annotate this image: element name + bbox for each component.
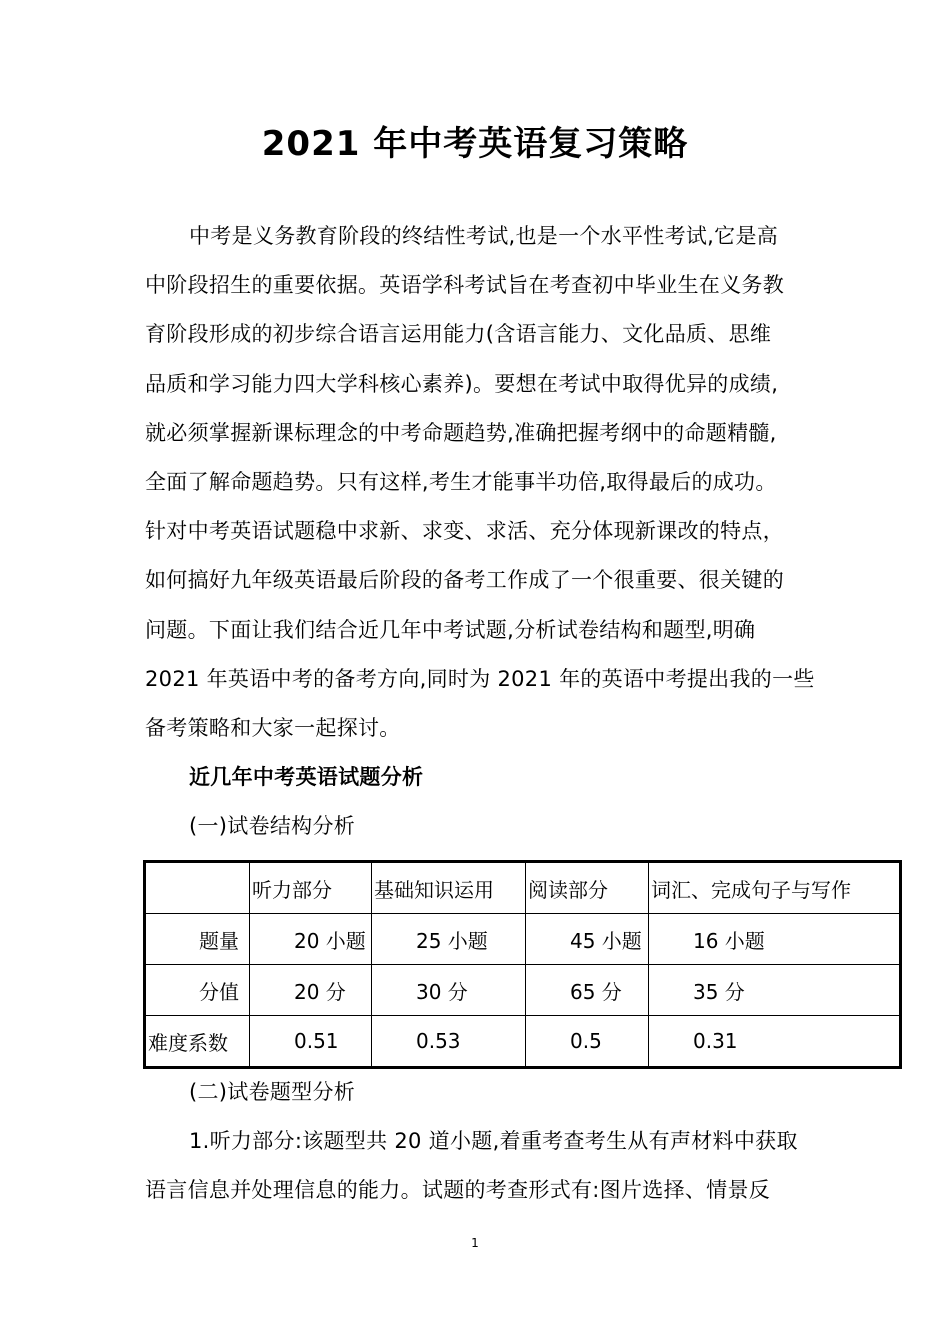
paragraph-line: 如何搞好九年级英语最后阶段的备考工作成了一个很重要、很关键的 bbox=[145, 568, 784, 593]
paragraph-line: 全面了解命题趋势。只有这样,考生才能事半功倍,取得最后的成功。 bbox=[145, 469, 777, 494]
table-cell: 45 小题 bbox=[526, 914, 649, 965]
subheading-structure: (一)试卷结构分析 bbox=[189, 814, 356, 839]
paragraph-line: 针对中考英语试题稳中求新、求变、求活、充分体现新课改的特点， bbox=[145, 519, 784, 544]
intro-paragraph bbox=[145, 212, 815, 851]
table-cell: 0.31 bbox=[649, 1016, 901, 1068]
table-cell: 0.53 bbox=[372, 1016, 526, 1068]
table-cell: 35 分 bbox=[649, 965, 901, 1016]
table-cell: 0.5 bbox=[526, 1016, 649, 1068]
table-header-row bbox=[145, 862, 901, 914]
subheading-question-types: (二)试卷题型分析 bbox=[189, 1080, 356, 1104]
table-header-cell: 词汇、完成句子与写作 bbox=[649, 862, 901, 914]
table-row-label: 难度系数 bbox=[145, 1016, 250, 1068]
paragraph-line: 中阶段招生的重要依据。英语学科考试旨在考查初中毕业生在义务教 bbox=[145, 273, 784, 298]
question-type-section bbox=[145, 1068, 810, 1216]
table-row-label: 分值 bbox=[145, 965, 250, 1016]
paragraph-line: 1.听力部分:该题型共 20 道小题,着重考查考生从有声材料中获取 bbox=[189, 1129, 798, 1154]
paragraph-line: 问题。下面让我们结合近几年中考试题,分析试卷结构和题型,明确 bbox=[145, 617, 756, 642]
page-number: 1 bbox=[471, 1236, 479, 1250]
exam-structure-table-wrapper bbox=[143, 860, 902, 1069]
paragraph-line: 语言信息并处理信息的能力。试题的考查形式有:图片选择、情景反 bbox=[145, 1178, 771, 1203]
paragraph-line: 就必须掌握新课标理念的中考命题趋势,准确把握考纲中的命题精髓, bbox=[145, 420, 777, 445]
paragraph-line: 备考策略和大家一起探讨。 bbox=[145, 715, 401, 740]
table-row-label: 题量 bbox=[145, 914, 250, 965]
section-heading: 近几年中考英语试题分析 bbox=[189, 765, 424, 790]
paragraph-line: 中考是义务教育阶段的终结性考试,也是一个水平性考试,它是高 bbox=[189, 224, 779, 248]
paragraph-line: 育阶段形成的初步综合语言运用能力(含语言能力、文化品质、思维 bbox=[145, 322, 772, 347]
table-cell: 20 小题 bbox=[250, 914, 372, 965]
table-row bbox=[145, 965, 901, 1016]
table-cell: 0.51 bbox=[250, 1016, 372, 1068]
table-header-cell bbox=[145, 862, 250, 914]
table-header-cell: 阅读部分 bbox=[526, 862, 649, 914]
table-header-cell: 基础知识运用 bbox=[372, 862, 526, 914]
table-cell: 30 分 bbox=[372, 965, 526, 1016]
table-row bbox=[145, 914, 901, 965]
paragraph-line: 品质和学习能力四大学科核心素养)。要想在考试中取得优异的成绩, bbox=[145, 371, 779, 396]
paragraph-line: 2021 年英语中考的备考方向,同时为 2021 年的英语中考提出我的一些 bbox=[145, 666, 815, 691]
table-cell: 25 小题 bbox=[372, 914, 526, 965]
table-header-cell: 听力部分 bbox=[250, 862, 372, 914]
document-title: 2021 年中考英语复习策略 bbox=[261, 124, 689, 164]
table-cell: 65 分 bbox=[526, 965, 649, 1016]
table-cell: 20 分 bbox=[250, 965, 372, 1016]
exam-structure-table bbox=[143, 860, 902, 1069]
table-cell: 16 小题 bbox=[649, 914, 901, 965]
table-row bbox=[145, 1016, 901, 1068]
